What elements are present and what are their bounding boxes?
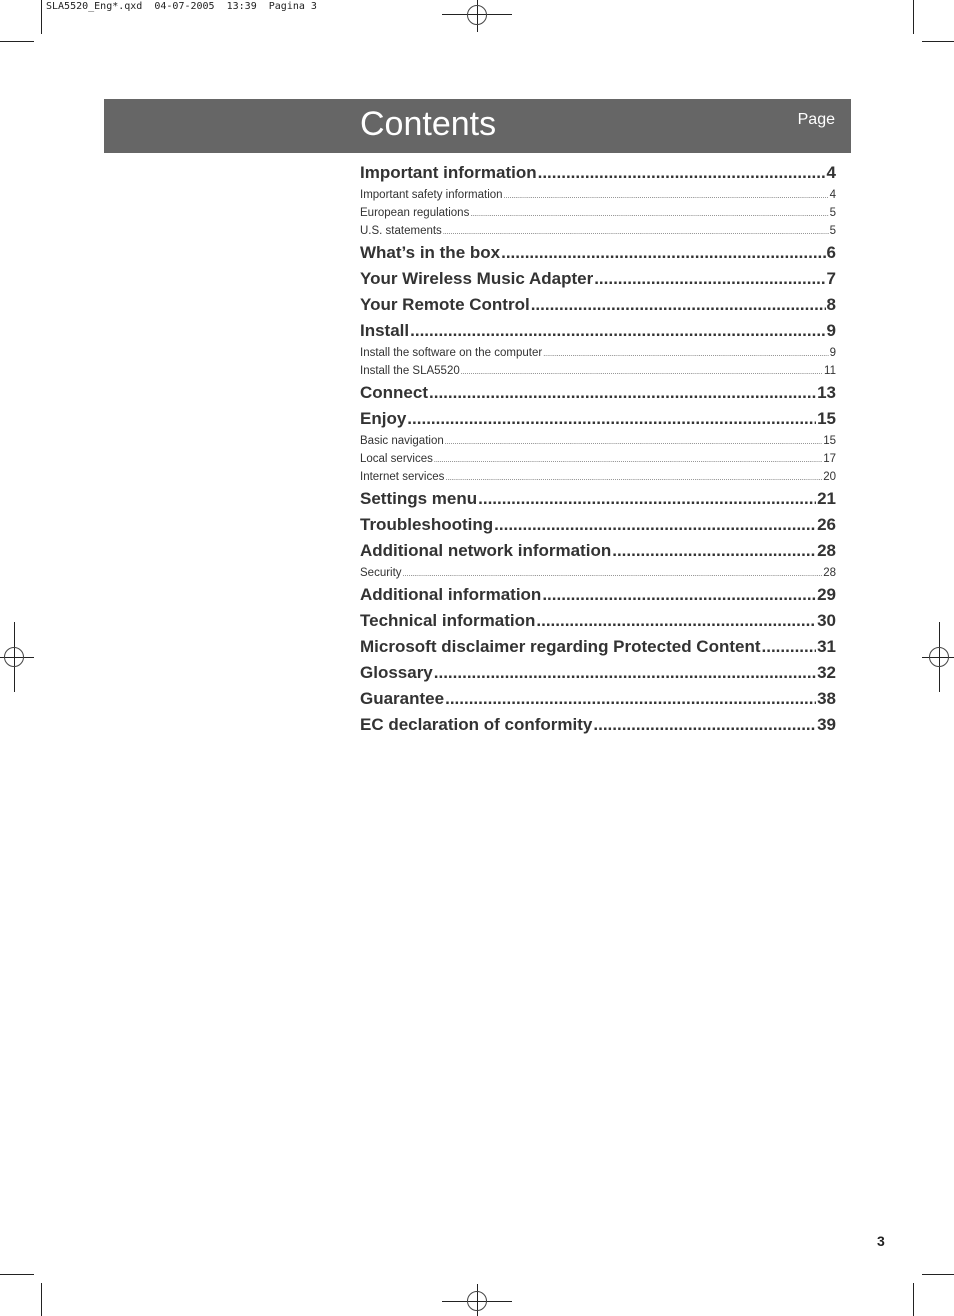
toc-entry-page: 28 <box>823 567 836 579</box>
toc-entry-title: Guarantee <box>360 689 445 708</box>
crop-mark <box>0 1274 34 1275</box>
toc-entry-page: 9 <box>826 321 836 340</box>
toc-entry-title: Technical information <box>360 611 536 630</box>
toc-entry-title: Important information <box>360 163 537 182</box>
toc-subentry[interactable] <box>360 564 836 582</box>
toc-leader-dots <box>445 468 822 486</box>
toc-leader-dots <box>543 344 828 362</box>
toc-entry[interactable] <box>360 160 836 186</box>
toc-entry-page: 4 <box>829 189 836 201</box>
toc-entry-title: Basic navigation <box>360 435 444 447</box>
toc-entry-title: Security <box>360 567 402 579</box>
toc-leader-dots <box>410 318 825 344</box>
toc-entry-page: 5 <box>829 225 836 237</box>
toc-leader-dots <box>762 634 817 660</box>
toc-subentry[interactable] <box>360 432 836 450</box>
toc-entry-title: Additional information <box>360 585 542 604</box>
crop-mark <box>913 1283 914 1316</box>
toc-entry[interactable] <box>360 634 836 660</box>
toc-entry-page: 7 <box>826 269 836 288</box>
toc-entry-page: 4 <box>826 163 836 182</box>
table-of-contents <box>360 160 836 738</box>
toc-entry-title: Local services <box>360 453 433 465</box>
toc-entry[interactable] <box>360 582 836 608</box>
page-title: Contents <box>360 105 497 143</box>
toc-leader-dots <box>478 486 816 512</box>
toc-entry-page: 15 <box>817 409 836 428</box>
toc-leader-dots <box>531 292 826 318</box>
toc-leader-dots <box>461 362 823 380</box>
toc-leader-dots <box>445 432 822 450</box>
toc-entry-title: Connect <box>360 383 428 402</box>
registration-circle <box>467 1291 487 1311</box>
contents-header-bar <box>104 99 851 153</box>
toc-entry-page: 9 <box>829 347 836 359</box>
toc-entry-title: Troubleshooting <box>360 515 494 534</box>
toc-leader-dots <box>429 380 816 406</box>
toc-entry[interactable] <box>360 318 836 344</box>
toc-entry[interactable] <box>360 266 836 292</box>
toc-leader-dots <box>594 266 825 292</box>
toc-entry-page: 8 <box>826 295 836 314</box>
toc-entry-page: 31 <box>817 637 836 656</box>
toc-entry-page: 26 <box>817 515 836 534</box>
toc-entry-title: European regulations <box>360 207 470 219</box>
page-number: 3 <box>877 1233 885 1249</box>
toc-entry-title: EC declaration of conformity <box>360 715 593 734</box>
toc-entry-title: Important safety information <box>360 189 503 201</box>
registration-circle <box>929 647 949 667</box>
toc-entry-title: What’s in the box <box>360 243 501 262</box>
toc-subentry[interactable] <box>360 186 836 204</box>
registration-circle <box>467 5 487 25</box>
toc-entry-page: 38 <box>817 689 836 708</box>
toc-leader-dots <box>542 582 816 608</box>
page-column-label: Page <box>797 111 835 128</box>
toc-leader-dots <box>536 608 816 634</box>
toc-subentry[interactable] <box>360 450 836 468</box>
toc-entry-title: Your Wireless Music Adapter <box>360 269 594 288</box>
toc-leader-dots <box>407 406 816 432</box>
toc-entry-title: Internet services <box>360 471 445 483</box>
toc-leader-dots <box>593 712 816 738</box>
toc-entry[interactable] <box>360 292 836 318</box>
toc-entry[interactable] <box>360 486 836 512</box>
toc-leader-dots <box>504 186 829 204</box>
crop-mark <box>922 1274 954 1275</box>
toc-entry-page: 28 <box>817 541 836 560</box>
toc-subentry[interactable] <box>360 468 836 486</box>
toc-entry[interactable] <box>360 380 836 406</box>
toc-entry-title: Additional network information <box>360 541 612 560</box>
toc-entry[interactable] <box>360 608 836 634</box>
toc-entry-title: Settings menu <box>360 489 478 508</box>
toc-entry-title: Your Remote Control <box>360 295 530 314</box>
toc-entry-page: 29 <box>817 585 836 604</box>
print-slug: SLA5520_Eng*.qxd 04-07-2005 13:39 Pagina 3 <box>46 1 317 12</box>
toc-entry-title: U.S. statements <box>360 225 442 237</box>
toc-entry-title: Enjoy <box>360 409 407 428</box>
toc-subentry[interactable] <box>360 204 836 222</box>
toc-subentry[interactable] <box>360 222 836 240</box>
registration-circle <box>4 647 24 667</box>
toc-entry-title: Microsoft disclaimer regarding Protected Content <box>360 637 761 656</box>
toc-leader-dots <box>403 564 823 582</box>
toc-entry-page: 17 <box>823 453 836 465</box>
toc-leader-dots <box>501 240 825 266</box>
toc-entry-page: 20 <box>823 471 836 483</box>
toc-entry-page: 13 <box>817 383 836 402</box>
toc-leader-dots <box>434 450 822 468</box>
toc-entry-title: Install the SLA5520 <box>360 365 460 377</box>
toc-entry[interactable] <box>360 538 836 564</box>
crop-mark <box>41 0 42 34</box>
toc-entry[interactable] <box>360 686 836 712</box>
toc-entry[interactable] <box>360 712 836 738</box>
toc-entry-page: 15 <box>823 435 836 447</box>
toc-leader-dots <box>434 660 816 686</box>
toc-entry-page: 30 <box>817 611 836 630</box>
toc-entry-page: 5 <box>829 207 836 219</box>
toc-leader-dots <box>494 512 816 538</box>
toc-entry-title: Install the software on the computer <box>360 347 543 359</box>
toc-entry-page: 39 <box>817 715 836 734</box>
toc-entry-title: Glossary <box>360 663 433 682</box>
crop-mark <box>922 41 954 42</box>
toc-entry[interactable] <box>360 240 836 266</box>
toc-entry[interactable] <box>360 512 836 538</box>
toc-leader-dots <box>445 686 816 712</box>
toc-subentry[interactable] <box>360 344 836 362</box>
crop-mark <box>0 41 34 42</box>
toc-entry-title: Install <box>360 321 410 340</box>
toc-entry-page: 11 <box>824 365 836 377</box>
toc-entry-page: 32 <box>817 663 836 682</box>
toc-entry-page: 21 <box>817 489 836 508</box>
toc-entry[interactable] <box>360 406 836 432</box>
toc-entry[interactable] <box>360 660 836 686</box>
crop-mark <box>41 1283 42 1316</box>
toc-leader-dots <box>538 160 826 186</box>
toc-leader-dots <box>470 204 828 222</box>
toc-leader-dots <box>612 538 816 564</box>
toc-entry-page: 6 <box>826 243 836 262</box>
toc-subentry[interactable] <box>360 362 836 380</box>
crop-mark <box>913 0 914 34</box>
toc-leader-dots <box>443 222 829 240</box>
